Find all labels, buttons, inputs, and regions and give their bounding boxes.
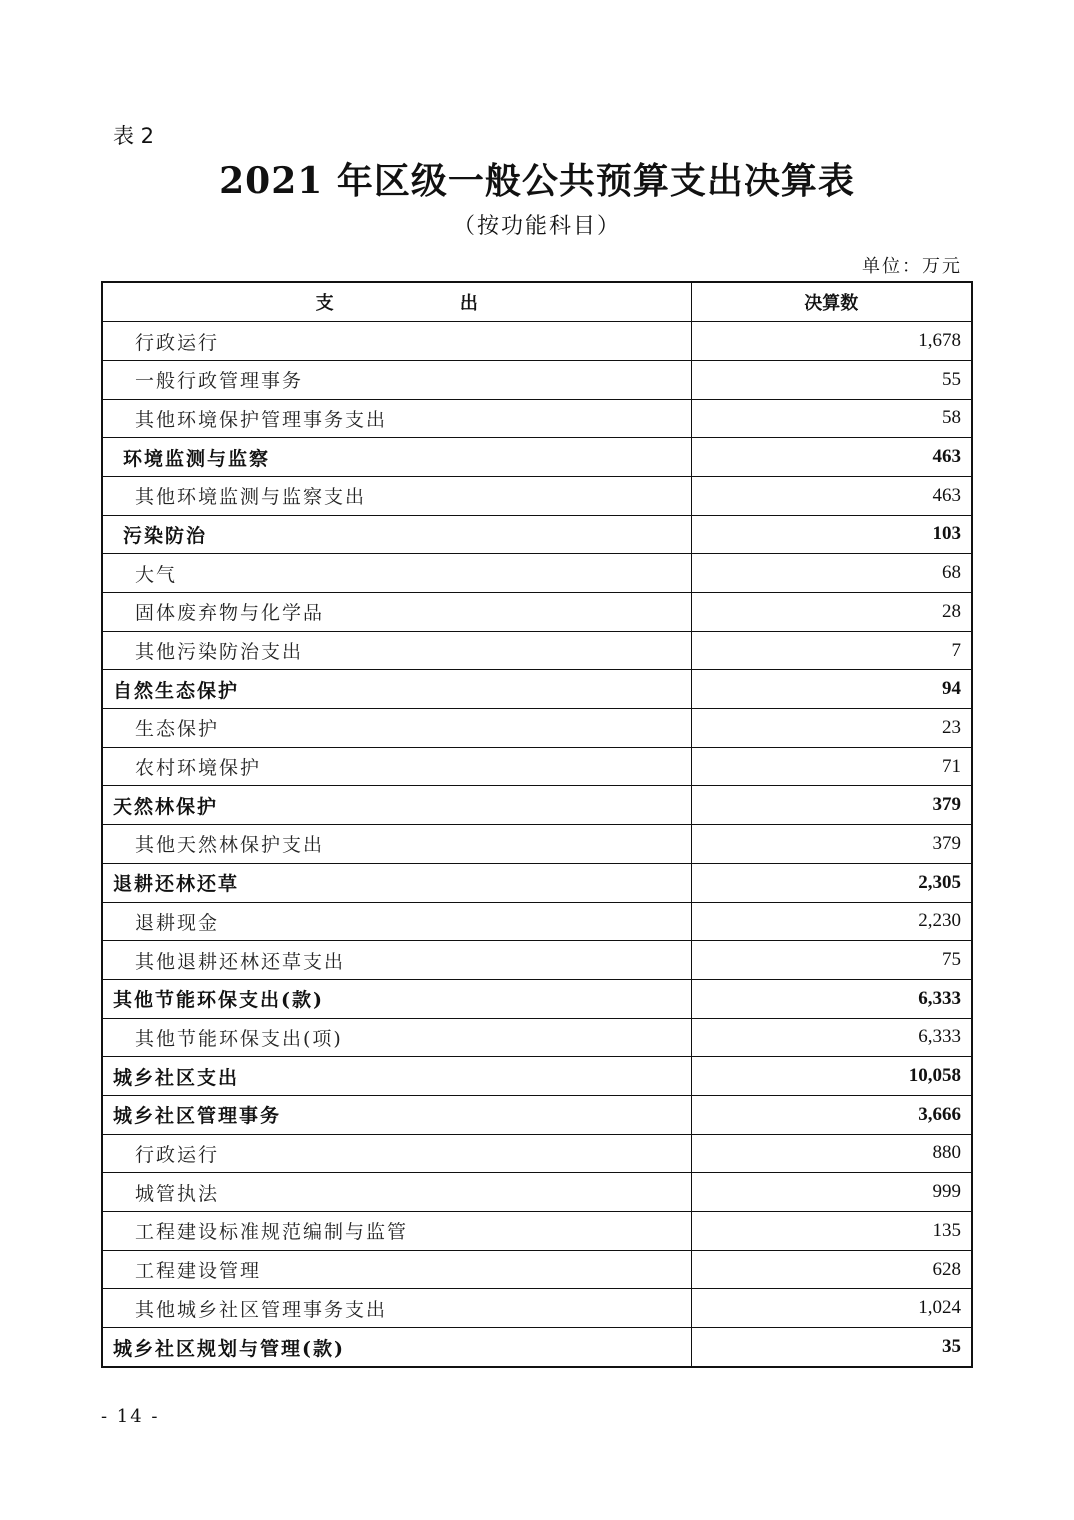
row-item-value: 58 xyxy=(691,399,971,438)
table-row xyxy=(103,554,971,593)
table-row xyxy=(103,322,971,361)
row-item-value: 68 xyxy=(691,554,971,593)
row-item-value: 379 xyxy=(691,825,971,864)
table-row xyxy=(103,1328,971,1367)
row-item-name: 工程建设标准规范编制与监管 xyxy=(103,1212,691,1251)
table-row xyxy=(103,979,971,1018)
table-label: 表 2 xyxy=(113,124,155,148)
table-body xyxy=(103,322,971,1367)
table-row xyxy=(103,709,971,748)
table-header-row xyxy=(103,283,971,322)
page-subtitle: （按功能科目） xyxy=(452,214,621,239)
table-row xyxy=(103,786,971,825)
table-row xyxy=(103,1057,971,1096)
row-item-value: 94 xyxy=(691,670,971,709)
table-row xyxy=(103,515,971,554)
row-item-name: 其他节能环保支出(项) xyxy=(103,1018,691,1057)
table-row xyxy=(103,438,971,477)
row-item-value: 880 xyxy=(691,1134,971,1173)
row-item-name: 工程建设管理 xyxy=(103,1250,691,1289)
row-item-value: 6,333 xyxy=(691,1018,971,1057)
table-row xyxy=(103,825,971,864)
row-item-value: 103 xyxy=(691,515,971,554)
row-item-name: 天然林保护 xyxy=(103,786,691,825)
row-item-name: 其他退耕还林还草支出 xyxy=(103,941,691,980)
row-item-value: 999 xyxy=(691,1173,971,1212)
row-item-value: 6,333 xyxy=(691,979,971,1018)
row-item-name: 农村环境保护 xyxy=(103,747,691,786)
row-item-value: 7 xyxy=(691,631,971,670)
row-item-name: 其他环境监测与监察支出 xyxy=(103,476,691,515)
row-item-name: 自然生态保护 xyxy=(103,670,691,709)
row-item-name: 退耕现金 xyxy=(103,902,691,941)
row-item-value: 2,230 xyxy=(691,902,971,941)
table-row xyxy=(103,1018,971,1057)
row-item-name: 其他城乡社区管理事务支出 xyxy=(103,1289,691,1328)
row-item-value: 10,058 xyxy=(691,1057,971,1096)
row-item-name: 其他环境保护管理事务支出 xyxy=(103,399,691,438)
table-row xyxy=(103,670,971,709)
row-item-value: 23 xyxy=(691,709,971,748)
table-row xyxy=(103,863,971,902)
row-item-name: 其他节能环保支出(款) xyxy=(103,979,691,1018)
row-item-value: 75 xyxy=(691,941,971,980)
page-title: 2021 年区级一般公共预算支出决算表 xyxy=(219,160,855,202)
row-item-value: 135 xyxy=(691,1212,971,1251)
row-item-name: 行政运行 xyxy=(103,1134,691,1173)
row-item-name: 行政运行 xyxy=(103,322,691,361)
row-item-value: 628 xyxy=(691,1250,971,1289)
row-item-value: 463 xyxy=(691,476,971,515)
row-item-name: 大气 xyxy=(103,554,691,593)
row-item-name: 其他天然林保护支出 xyxy=(103,825,691,864)
row-item-name: 城乡社区支出 xyxy=(103,1057,691,1096)
row-item-value: 2,305 xyxy=(691,863,971,902)
table-row xyxy=(103,1289,971,1328)
table-row xyxy=(103,476,971,515)
table-row xyxy=(103,1250,971,1289)
table-row xyxy=(103,902,971,941)
row-item-name: 城管执法 xyxy=(103,1173,691,1212)
row-item-name: 环境监测与监察 xyxy=(103,438,691,477)
table-row xyxy=(103,1173,971,1212)
row-item-value: 55 xyxy=(691,360,971,399)
page-number: - 14 - xyxy=(101,1406,160,1427)
table-row xyxy=(103,399,971,438)
table-row xyxy=(103,747,971,786)
row-item-name: 生态保护 xyxy=(103,709,691,748)
table-row xyxy=(103,1212,971,1251)
row-item-value: 1,678 xyxy=(691,322,971,361)
column-header-expenditure: 支 出 xyxy=(103,283,691,322)
row-item-name: 其他污染防治支出 xyxy=(103,631,691,670)
row-item-value: 1,024 xyxy=(691,1289,971,1328)
table-row xyxy=(103,360,971,399)
unit-label: 单位：万元 xyxy=(862,256,962,277)
budget-table-frame xyxy=(101,281,973,1368)
row-item-value: 3,666 xyxy=(691,1095,971,1134)
row-item-name: 城乡社区管理事务 xyxy=(103,1095,691,1134)
budget-table xyxy=(103,283,971,1366)
row-item-value: 379 xyxy=(691,786,971,825)
row-item-name: 污染防治 xyxy=(103,515,691,554)
row-item-value: 28 xyxy=(691,593,971,632)
row-item-name: 一般行政管理事务 xyxy=(103,360,691,399)
table-row xyxy=(103,593,971,632)
column-header-final-amount: 决算数 xyxy=(691,283,971,322)
row-item-value: 35 xyxy=(691,1328,971,1367)
row-item-name: 固体废弃物与化学品 xyxy=(103,593,691,632)
table-row xyxy=(103,631,971,670)
row-item-value: 463 xyxy=(691,438,971,477)
row-item-name: 退耕还林还草 xyxy=(103,863,691,902)
row-item-value: 71 xyxy=(691,747,971,786)
row-item-name: 城乡社区规划与管理(款) xyxy=(103,1328,691,1367)
table-row xyxy=(103,1095,971,1134)
table-row xyxy=(103,941,971,980)
table-row xyxy=(103,1134,971,1173)
